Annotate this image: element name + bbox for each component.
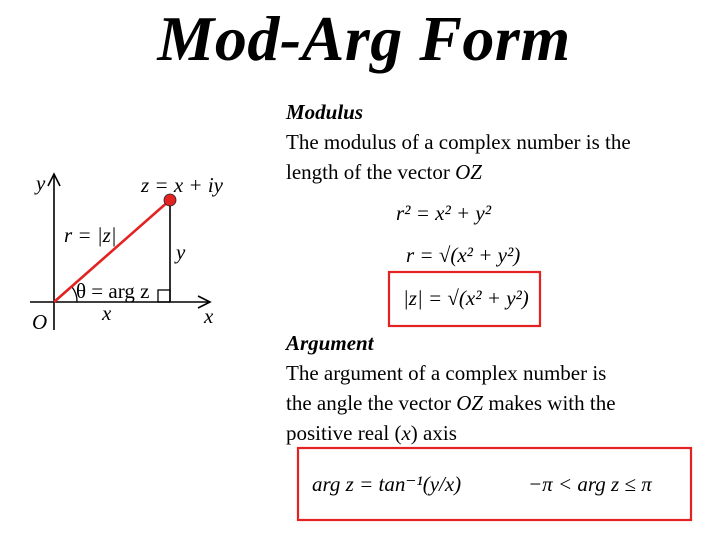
- axis-y-label: y: [36, 171, 46, 195]
- argument-formula: arg z = tan⁻¹(y/x): [312, 472, 462, 496]
- modulus-text-line1: The modulus of a complex number is the: [286, 130, 631, 154]
- modulus-heading: Modulus: [286, 100, 364, 124]
- modulus-text-line2-main: length of the vector: [286, 160, 456, 184]
- slide-title: Mod-Arg Form: [157, 3, 571, 74]
- argument-text-line3-pre: positive real (: [286, 421, 402, 445]
- argand-diagram: [30, 171, 224, 334]
- argument-range: −π < arg z ≤ π: [528, 472, 652, 496]
- argument-equations: [298, 448, 691, 520]
- argument-text-var-oz: OZ: [456, 391, 484, 415]
- right-angle-icon: [158, 290, 170, 302]
- modulus-eq1: r² = x² + y²: [396, 201, 492, 225]
- modulus-equations: [389, 201, 540, 326]
- argument-text-line1: The argument of a complex number is: [286, 361, 607, 385]
- modulus-text-var-oz: OZ: [455, 160, 482, 184]
- origin-label: O: [32, 310, 48, 334]
- argument-text-line2-pre: the angle the vector: [286, 391, 457, 415]
- side-y-label: y: [176, 240, 186, 264]
- argument-text-line2-post: makes with the: [483, 391, 616, 415]
- modulus-eq2: r = √(x² + y²): [406, 243, 521, 267]
- side-x-label: x: [102, 301, 112, 325]
- argument-heading: Argument: [286, 331, 374, 355]
- argument-text-var-x: x: [401, 421, 411, 445]
- axis-x-label: x: [204, 304, 214, 328]
- modulus-eq3: |z| = √(x² + y²): [403, 286, 529, 310]
- argument-text-line3-post: ) axis: [410, 421, 457, 445]
- modulus-diagram-label: r = |z|: [64, 223, 117, 247]
- angle-label: θ = arg z: [76, 279, 150, 303]
- point-label: z = x + iy: [141, 173, 223, 197]
